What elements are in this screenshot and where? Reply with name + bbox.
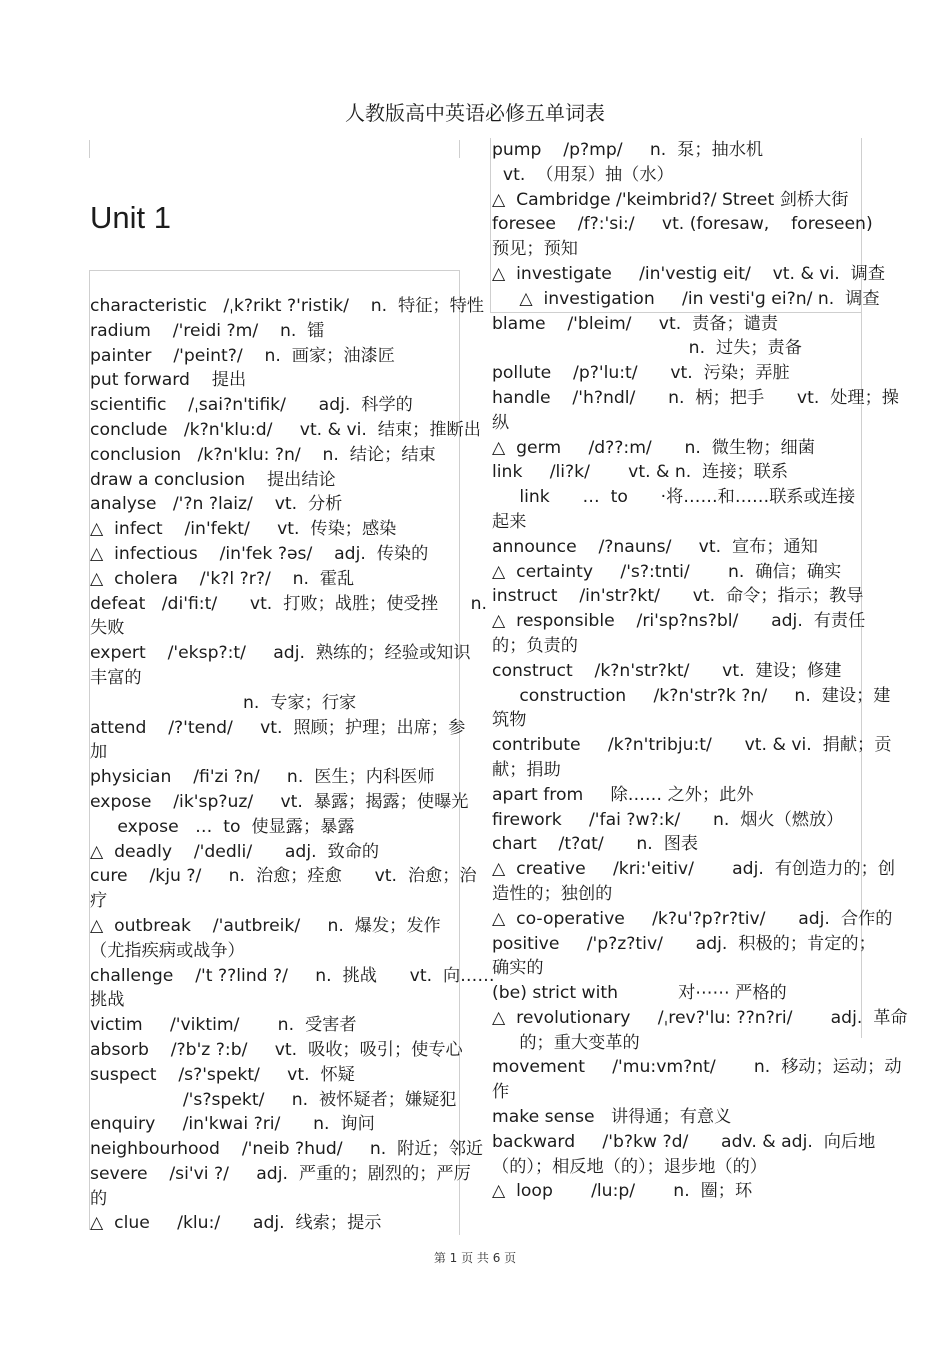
vocabulary-line: 挑战 [90,990,125,1011]
vocabulary-line: △ responsible /ri'sp?ns?bl/ adj. 有责任 [492,611,866,632]
vocabulary-line: construction /k?n'str?k ?n/ n. 建设；建 [492,685,891,706]
vocabulary-line: △ creative /kri:'eitiv/ adj. 有创造力的；创 [492,859,896,880]
vocabulary-line: contribute /k?n'tribju:t/ vt. & vi. 捐献；贡 [492,735,892,756]
page-footer: 第 1 页 共 6 页 [433,1251,517,1265]
vocabulary-line: n. 过失；责备 [492,338,802,359]
vocabulary-line: challenge /'t ??lind ?/ n. 挑战 vt. 向…… [90,965,495,986]
vocabulary-line: △ infectious /in'fek ?əs/ adj. 传染的 [90,543,429,564]
vocabulary-line: victim /'viktim/ n. 受害者 [90,1015,357,1036]
vocabulary-line: positive /'p?z?tiv/ adj. 积极的；肯定的； [492,933,876,954]
vocabulary-column-left [90,294,495,1236]
left-table-border-top-mid [459,140,460,158]
vocabulary-line: characteristic /ˌk?rikt ?'ristik/ n. 特征；特性 [90,296,484,316]
left-table-border-right [459,270,460,1235]
vocabulary-line: 筑物 [492,710,527,731]
vocabulary-line: 的；重大变革的 [492,1032,640,1053]
vocabulary-line: expose … to 使显露；暴露 [90,816,355,837]
vocabulary-line: 确实的 [492,958,544,979]
vocabulary-line: pump /p?mp/ n. 泵；抽水机 [492,140,764,160]
vocabulary-line: 造性的；独创的 [492,883,613,904]
vocabulary-line: link … to ·将……和……联系或连接 [492,487,856,508]
vocabulary-line: radium /'reidi ?m/ n. 镭 [90,320,325,341]
vocabulary-line: △ investigate /in'vestiɡ eit/ vt. & vi. 调查 [492,263,886,284]
vocabulary-line: enquiry /in'kwai ?ri/ n. 询问 [90,1114,375,1135]
right-table-border-left [490,138,491,313]
vocabulary-line: scientific /ˌsai?n'tifik/ adj. 科学的 [90,395,413,416]
vocabulary-line: （尤指疾病或战争） [90,940,245,961]
vocabulary-line: △ deadly /'dedli/ adj. 致命的 [90,841,380,862]
vocabulary-line: △ cholera /'k?l ?r?/ n. 霍乱 [90,568,355,589]
vocabulary-line: △ germ /d??:m/ n. 微生物；细菌 [492,437,815,458]
vocabulary-line: 的；负责的 [492,635,578,656]
vocabulary-line: 献；捐助 [492,759,561,780]
vocabulary-line: construct /k?n'str?kt/ vt. 建设；修建 [492,660,842,681]
vocabulary-line: 的 [90,1188,108,1209]
vocabulary-line: cure /kju ?/ n. 治愈；痊愈 vt. 治愈；治 [90,866,477,887]
vocabulary-line: physician /fi'zi ?n/ n. 医生；内科医师 [90,767,435,788]
left-table-border-top [89,270,459,271]
vocabulary-line: absorb /?b'z ?:b/ vt. 吸收；吸引；使专心 [90,1039,463,1060]
vocabulary-line: △ outbreak /'autbreik/ n. 爆发；发作 [90,915,441,936]
vocabulary-line: 失败 [90,618,125,639]
vocabulary-line: △ co-operative /k?u'?p?r?tiv/ adj. 合作的 [492,908,893,929]
vocabulary-line: attend /?'tend/ vt. 照顾；护理；出席；参 [90,717,466,738]
vocabulary-line: analyse /'?n ?laiz/ vt. 分析 [90,494,343,515]
vocabulary-line: expose /ik'sp?uz/ vt. 暴露；揭露；使曝光 [90,791,469,812]
vocabulary-line: △ clue /klu:/ adj. 线索；提示 [90,1213,382,1234]
vocabulary-line: △ certainty /'s?:tnti/ n. 确信；确实 [492,561,842,582]
vocabulary-line: firework /'fai ?w?:k/ n. 烟火（燃放） [492,809,844,830]
vocabulary-line: backward /'b?kw ?d/ adv. & adj. 向后地 [492,1131,876,1152]
vocabulary-line: chart /t?ɑt/ n. 图表 [492,834,699,855]
vocabulary-line: /'s?spekt/ n. 被怀疑者；嫌疑犯 [90,1089,457,1110]
vocabulary-line: handle /'h?ndl/ n. 柄；把手 vt. 处理；操 [492,387,899,408]
unit-heading: Unit 1 [90,200,171,235]
page-title: 人教版高中英语必修五单词表 [345,101,605,125]
vocabulary-line: 疗 [90,891,108,912]
vocabulary-line: 纵 [492,412,510,433]
vocabulary-line: foresee /f?:'si:/ vt. (foresaw, foreseen) [492,214,873,235]
vocabulary-line: announce /?nauns/ vt. 宣布；通知 [492,536,818,557]
vocabulary-line: 起来 [492,511,527,532]
vocabulary-line: 作 [492,1082,510,1103]
vocabulary-line: defeat /di'fi:t/ vt. 打败；战胜；使受挫 n. [90,593,488,614]
vocabulary-line: △ loop /lu:p/ n. 圈；环 [492,1181,753,1202]
vocabulary-line: link /li?k/ vt. & n. 连接；联系 [492,462,789,483]
vocabulary-line: conclusion /k?n'klu: ?n/ n. 结论；结束 [90,444,436,465]
vocabulary-line: apart from 除…… 之外；此外 [492,784,754,805]
vocabulary-line: conclude /k?n'klu:d/ vt. & vi. 结束；推断出 [90,419,481,440]
vocabulary-line: △ revolutionary /ˌrev?'lu: ??n?ri/ adj. 革命 [492,1007,908,1028]
vocabulary-line: vt. （用泵）抽（水） [492,164,674,185]
vocabulary-column-right [492,138,908,1204]
vocabulary-line: movement /'mu:vm?nt/ n. 移动；运动；动 [492,1057,902,1078]
vocabulary-line: （的）；相反地（的）；退步地（的） [492,1156,767,1177]
vocabulary-line: △ infect /in'fekt/ vt. 传染；感染 [90,519,397,540]
vocabulary-line: make sense 讲得通；有意义 [492,1107,732,1128]
vocabulary-line: neighbourhood /'neib ?hud/ n. 附近；邻近 [90,1139,484,1160]
vocabulary-line: put forward 提出 [90,370,247,391]
vocabulary-line: 丰富的 [90,667,142,688]
vocabulary-line: suspect /s?'spekt/ vt. 怀疑 [90,1064,355,1085]
vocabulary-line: draw a conclusion 提出结论 [90,469,336,490]
vocabulary-line: pollute /p?'lu:t/ vt. 污染；弄脏 [492,363,790,384]
left-table-border-top-left [89,140,90,158]
vocabulary-line: 加 [90,742,108,763]
vocabulary-line: severe /si'vi ?/ adj. 严重的；剧烈的；严厉 [90,1163,471,1184]
vocabulary-line: expert /'eksp?:t/ adj. 熟练的；经验或知识 [90,643,471,664]
vocabulary-line: n. 专家；行家 [90,692,357,713]
vocabulary-line: instruct /in'str?kt/ vt. 命令；指示；教导 [492,586,864,607]
vocabulary-line: (be) strict with 对⋯⋯ 严格的 [492,983,787,1004]
vocabulary-line: △ Cambridge /'keimbrid?/ Street 剑桥大街 [492,189,849,210]
vocabulary-line: △ investigation /in vesti'ɡ ei?n/ n. 调查 [492,288,880,309]
vocabulary-line: blame /'bleim/ vt. 责备；谴责 [492,313,779,334]
vocabulary-line: 预见；预知 [492,239,578,260]
vocabulary-line: painter /'peint?/ n. 画家；油漆匠 [90,345,395,366]
